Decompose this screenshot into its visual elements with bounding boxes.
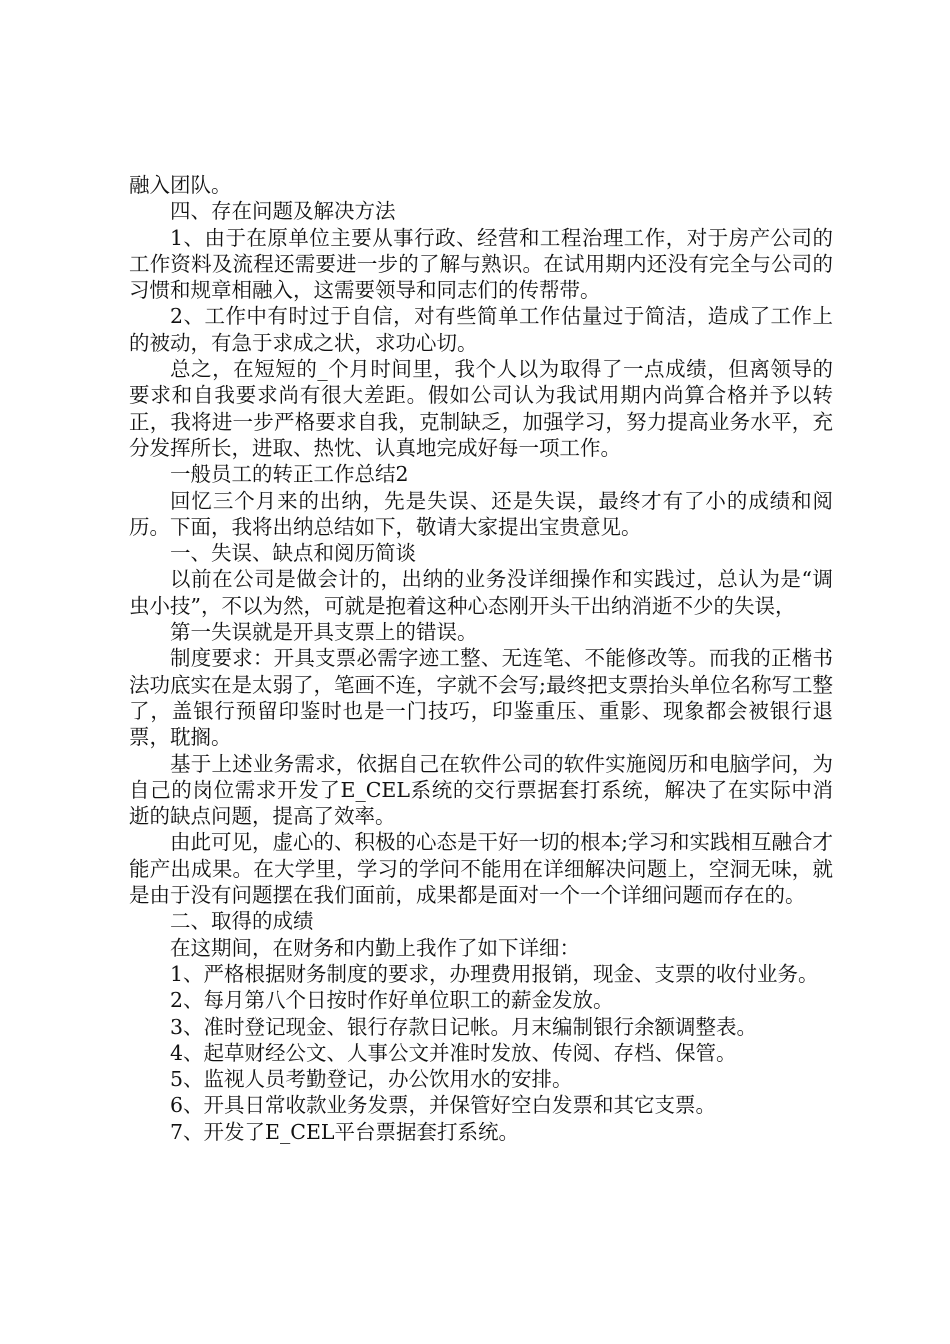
- paragraph: 总之，在短短的_个月时间里，我个人以为取得了一点成绩，但离领导的要求和自我要求尚有很大差距。假如公司认为我试用期内尚算合格并予以转正，我将进一步严格要求自我，克制缺乏，加强学习，努力提高业务水平，充分发挥所长，进取、热忱、认真地完成好每一项工作。: [129, 357, 833, 460]
- paragraph: 四、存在问题及解决方法: [170, 199, 396, 224]
- paragraph: 第一失误就是开具支票上的错误。: [170, 620, 478, 645]
- paragraph: 一、失误、缺点和阅历简谈: [170, 541, 416, 566]
- paragraph: 1、严格根据财务制度的要求，办理费用报销，现金、支票的收付业务。: [170, 961, 819, 986]
- paragraph: 7、开发了E_CEL平台票据套打系统。: [170, 1119, 520, 1144]
- paragraph: 由此可见，虚心的、积极的心态是干好一切的根本;学习和实践相互融合才能产出成果。在大学里，学习的学问不能用在详细解决问题上，空洞无味，就是由于没有问题摆在我们面前，成果都是面对一个一个详细问题而存在的。: [129, 830, 833, 908]
- paragraph: 基于上述业务需求，依据自己在软件公司的软件实施阅历和电脑学问，为自己的岗位需求开发了E_CEL系统的交行票据套打系统，解决了在实际中消逝的缺点问题，提高了效率。: [129, 751, 833, 829]
- paragraph: 在这期间，在财务和内勤上我作了如下详细：: [170, 935, 580, 960]
- paragraph: 二、取得的成绩: [170, 909, 314, 934]
- paragraph: 4、起草财经公文、人事公文并准时发放、传阅、存档、保管。: [170, 1040, 737, 1065]
- paragraph: 5、监视人员考勤登记，办公饮用水的安排。: [170, 1067, 573, 1092]
- paragraph: 6、开具日常收款业务发票，并保管好空白发票和其它支票。: [170, 1093, 717, 1118]
- paragraph: 2、工作中有时过于自信，对有些简单工作估量过于简洁，造成了工作上的被动，有急于求成之状，求功心切。: [129, 304, 833, 355]
- document-body: [129, 172, 833, 1145]
- paragraph: 回忆三个月来的出纳，先是失误、还是失误，最终才有了小的成绩和阅历。下面，我将出纳总结如下，敬请大家提出宝贵意见。: [129, 488, 833, 539]
- paragraph: 2、每月第八个日按时作好单位职工的薪金发放。: [170, 988, 614, 1013]
- paragraph: 融入团队。: [129, 173, 232, 197]
- paragraph: 制度要求：开具支票必需字迹工整、无连笔、不能修改等。而我的正楷书法功底实在是太弱了，笔画不连，字就不会写;最终把支票抬头单位名称写工整了，盖银行预留印鉴时也是一门技巧，印鉴重压、重影、现象都会被银行退票，耽搁。: [129, 646, 833, 750]
- paragraph: 一般员工的转正工作总结2: [170, 462, 409, 487]
- paragraph: 以前在公司是做会计的，出纳的业务没详细操作和实践过，总认为是“调虫小技”，不以为然，可就是抱着这种心态刚开头干出纳消逝不少的失误，: [129, 567, 833, 618]
- paragraph: 1、由于在原单位主要从事行政、经营和工程治理工作，对于房产公司的工作资料及流程还需要进一步的了解与熟识。在试用期内还没有完全与公司的习惯和规章相融入，这需要领导和同志们的传帮带。: [129, 225, 833, 303]
- paragraph: 3、准时登记现金、银行存款日记帐。月末编制银行余额调整表。: [170, 1014, 758, 1039]
